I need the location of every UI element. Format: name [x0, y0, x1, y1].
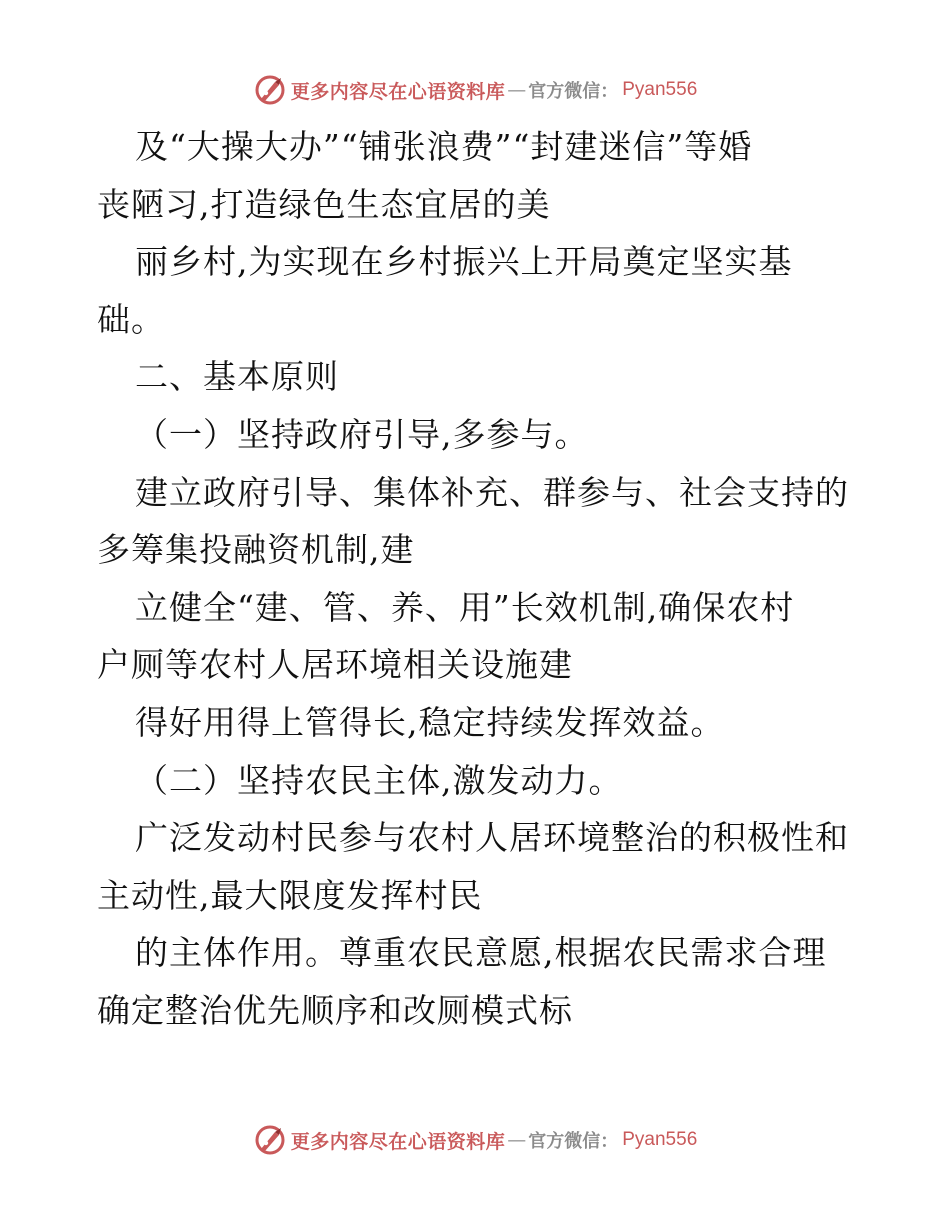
document-body — [97, 118, 877, 1040]
watermark-wechat-label: 官方微信： — [528, 1131, 619, 1152]
body-line: 广泛发动村民参与农村人居环境整治的积极性和 — [135, 818, 849, 858]
section-heading: 二、基本原则 — [135, 357, 339, 397]
watermark-wechat-id: Pyan556 — [622, 79, 698, 100]
header-watermark — [0, 70, 950, 110]
watermark-wechat-label: 官方微信： — [528, 81, 619, 102]
watermark-brand: 更多内容尽在心语资料库 — [290, 1130, 506, 1153]
footer-watermark — [0, 1120, 950, 1160]
watermark-wechat-id: Pyan556 — [622, 1129, 698, 1150]
body-line: 础。 — [97, 299, 165, 339]
body-line: 得好用得上管得长,稳定持续发挥效益。 — [135, 702, 725, 742]
quill-seal-icon — [253, 73, 287, 107]
subsection-heading: （二）坚持农民主体,激发动力。 — [135, 760, 623, 800]
body-line: 户厕等农村人居环境相关设施建 — [97, 645, 573, 685]
body-line: 主动性,最大限度发挥村民 — [97, 875, 483, 915]
subsection-heading: （一）坚持政府引导,多参与。 — [135, 414, 589, 454]
body-line: 建立政府引导、集体补充、群参与、社会支持的 — [135, 472, 849, 512]
body-line: 确定整治优先顺序和改厕模式标 — [97, 990, 573, 1030]
body-line: 的主体作用。尊重农民意愿,根据农民需求合理 — [135, 933, 827, 973]
body-line: 丽乡村,为实现在乡村振兴上开局奠定坚实基 — [135, 242, 793, 282]
body-line: 丧陋习,打造绿色生态宜居的美 — [97, 184, 551, 224]
body-line: 立健全“建、管、养、用”长效机制,确保农村 — [135, 587, 795, 627]
watermark-separator: — — [507, 1129, 527, 1151]
watermark-brand: 更多内容尽在心语资料库 — [290, 80, 506, 103]
quill-seal-icon — [253, 1123, 287, 1157]
body-line: 多筹集投融资机制,建 — [97, 530, 415, 570]
watermark-separator: — — [507, 79, 527, 101]
body-line: 及“大操大办”“铺张浪费”“封建迷信”等婚 — [135, 127, 753, 166]
